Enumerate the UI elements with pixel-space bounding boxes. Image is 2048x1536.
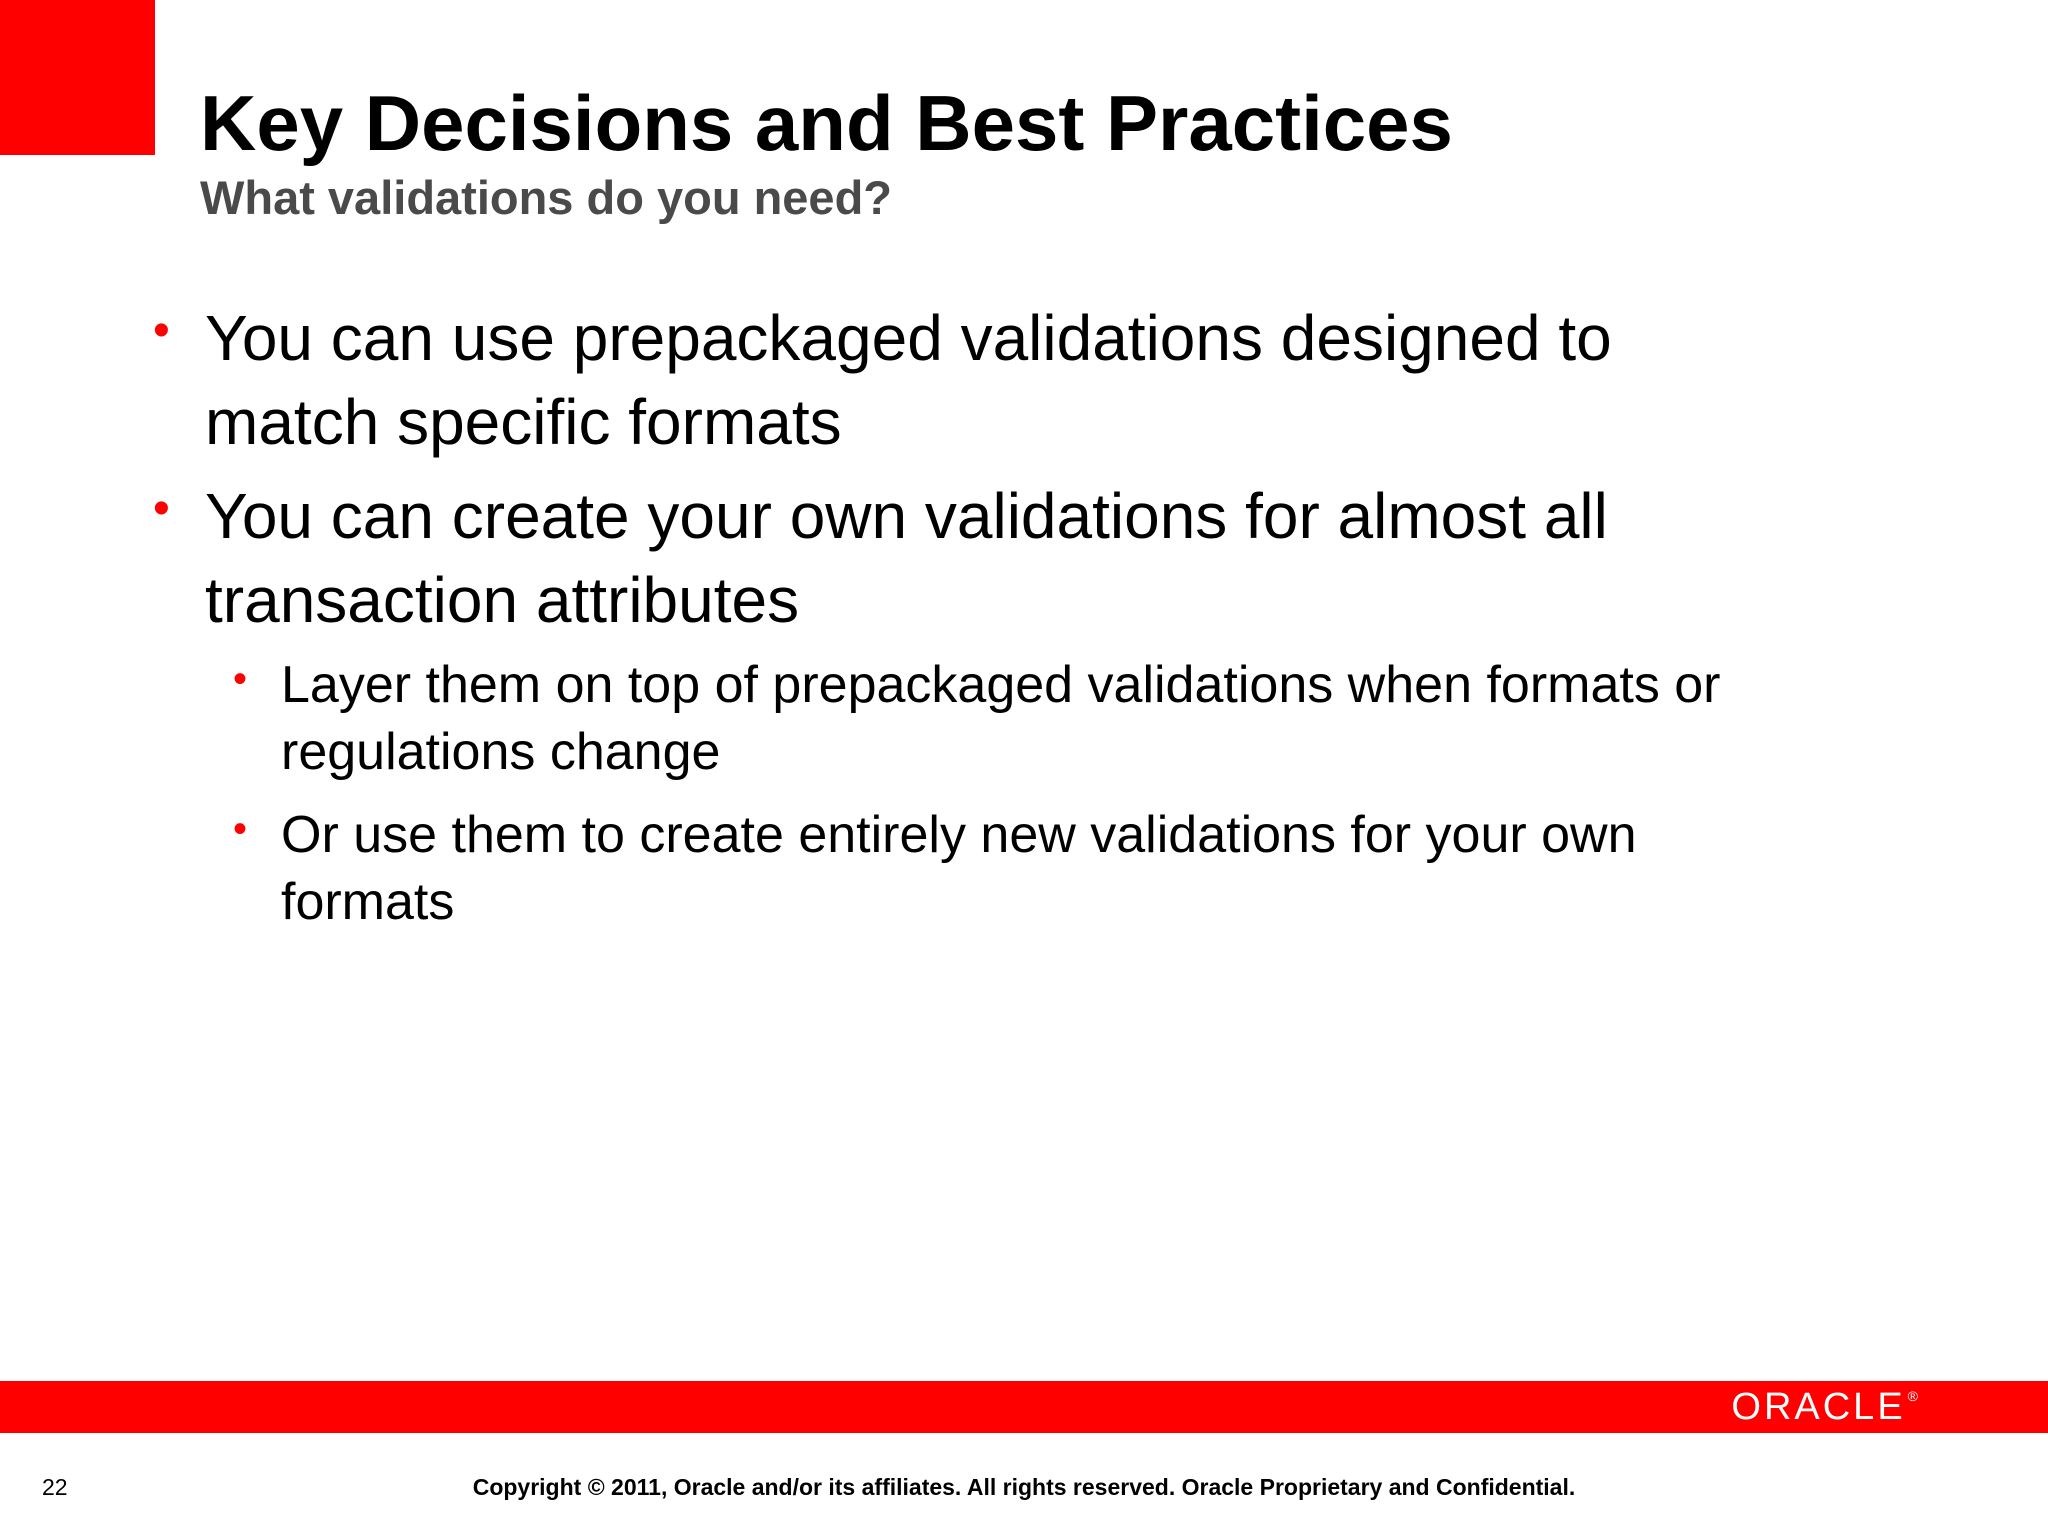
oracle-logo-text: ORACLE — [1731, 1386, 1906, 1428]
sub-bullet-text: Or use them to create entirely new validations for your own formats — [281, 806, 1637, 931]
slide-subtitle: What validations do you need? — [200, 171, 892, 224]
sub-bullet-item — [233, 802, 1801, 936]
copyright-notice: Copyright © 2011, Oracle and/or its affiliates. All rights reserved. Oracle Proprietary and Confidential. — [472, 1474, 1576, 1500]
bullet-text: You can use prepackaged validations designed to match specific formats — [205, 302, 1612, 458]
slide-title: Key Decisions and Best Practices — [200, 79, 1453, 167]
bullet-dot-icon: • — [153, 304, 170, 357]
sub-bullet-item — [233, 652, 1801, 786]
sub-bullet-text: Layer them on top of prepackaged validations when formats or regulations change — [281, 656, 1721, 781]
oracle-logo — [1731, 1381, 1918, 1433]
corner-red-block — [0, 0, 155, 155]
bullet-item — [153, 296, 1765, 464]
bullet-text: You can create your own validations for almost all transaction attributes — [205, 480, 1608, 636]
bullet-item — [153, 474, 1765, 642]
bullet-dot-icon: • — [153, 482, 170, 535]
sub-bullet-dot-icon: • — [233, 657, 248, 701]
registered-mark: ® — [1907, 1388, 1918, 1404]
page-number: 22 — [42, 1474, 68, 1500]
sub-bullet-dot-icon: • — [233, 807, 248, 851]
